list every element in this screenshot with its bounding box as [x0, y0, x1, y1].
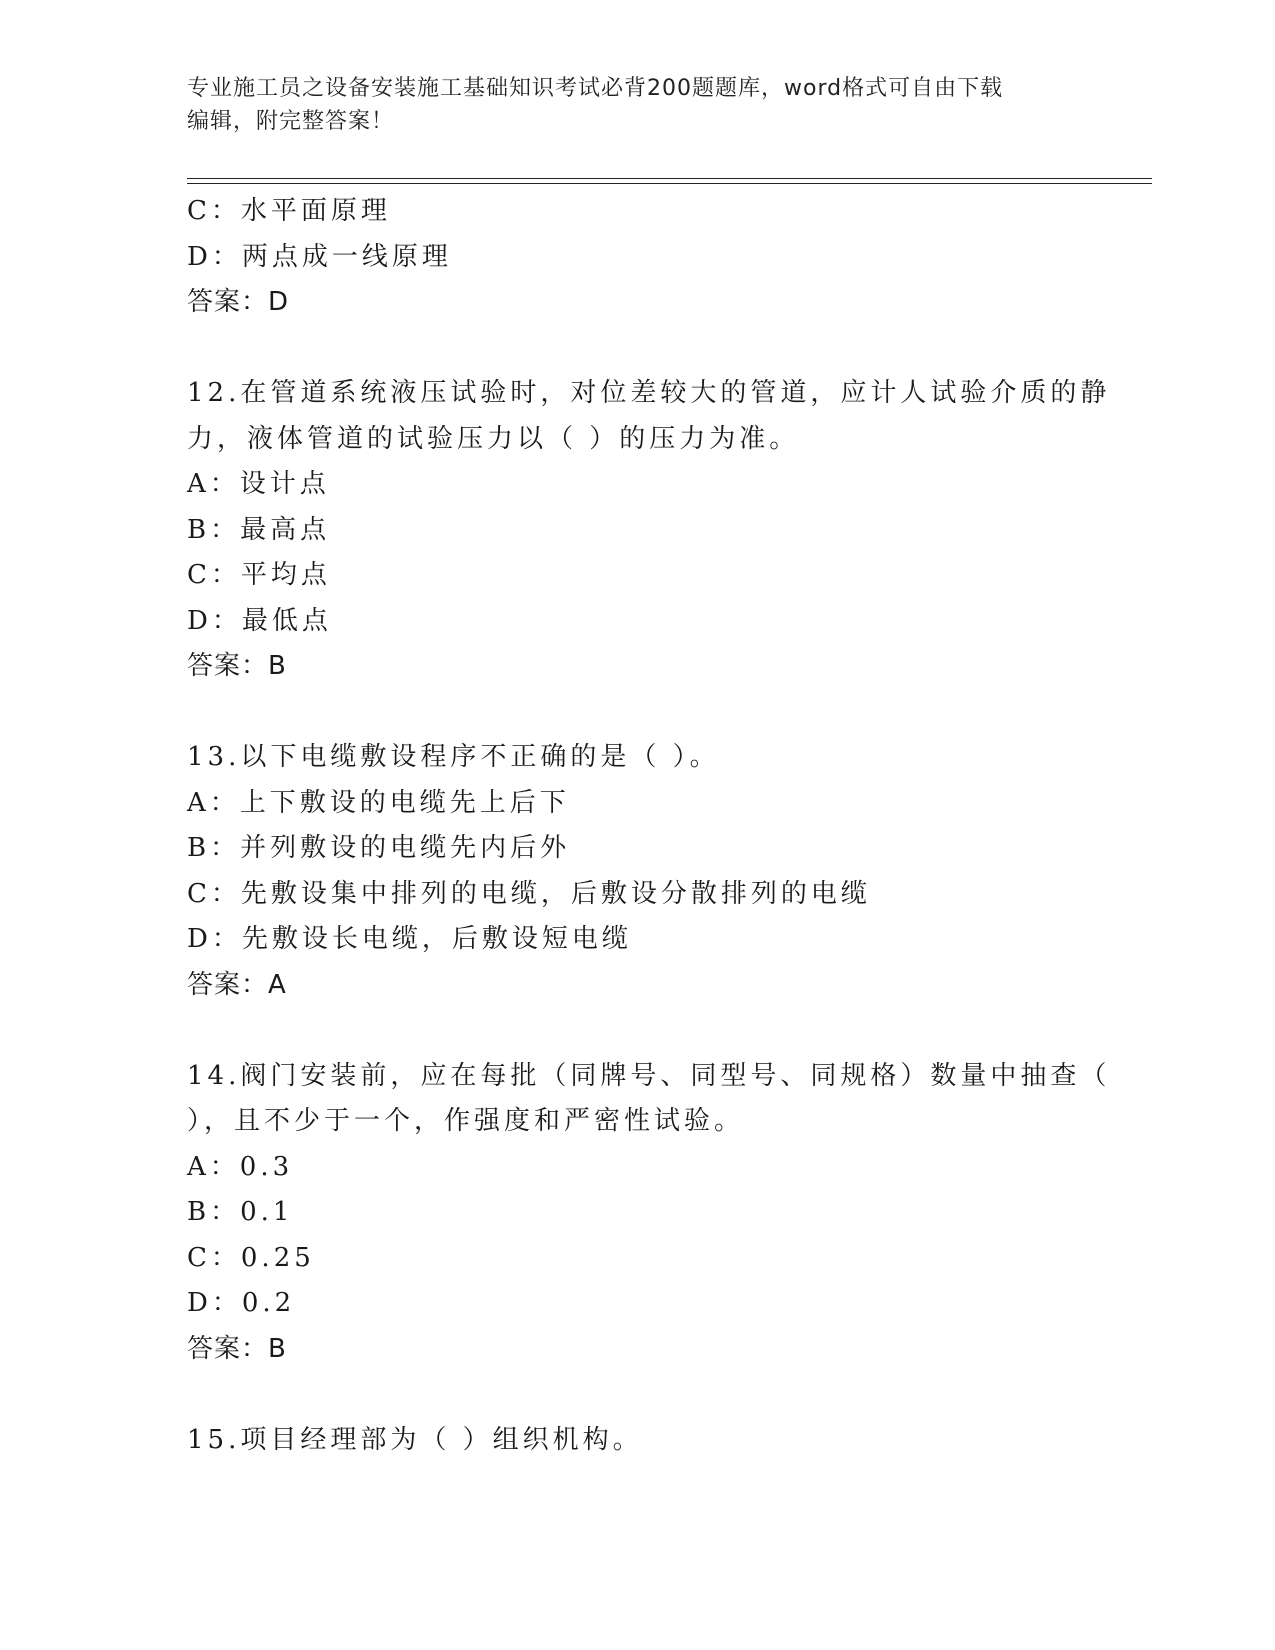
- spacer: [187, 1008, 1087, 1054]
- question-stem: 14.阀门安装前，应在每批（同牌号、同型号、同规格）数量中抽查（: [187, 1060, 1111, 1091]
- question-stem: 15.项目经理部为（ ）组织机构。: [187, 1424, 643, 1455]
- question-14: [187, 1054, 1111, 1373]
- document-header: [187, 72, 1067, 138]
- question-13: [187, 735, 1087, 1008]
- question-stem-continued: 力，液体管道的试验压力以（ ）的压力为准。: [187, 423, 800, 454]
- option-a: A：0.3: [187, 1151, 294, 1182]
- question-stem-continued: ），且不少于一个，作强度和严密性试验。: [187, 1106, 745, 1136]
- question-15: [187, 1418, 1087, 1464]
- spacer: [187, 326, 1087, 372]
- header-rule-top: [187, 178, 1152, 179]
- spacer: [187, 690, 1087, 736]
- option-c: C：先敷设集中排列的电缆，后敷设分散排列的电缆: [187, 878, 871, 909]
- option-d: D：最低点: [187, 605, 332, 636]
- option-b: B：0.1: [187, 1197, 294, 1227]
- option-b: B：最高点: [187, 514, 331, 545]
- question-stem: 13.以下电缆敷设程序不正确的是（ ）。: [187, 742, 720, 772]
- option-d: D：先敷设长电缆，后敷设短电缆: [187, 924, 632, 954]
- question-list: [187, 189, 1111, 1463]
- option-b: B：并列敷设的电缆先内后外: [187, 833, 571, 863]
- option-d: D：两点成一线原理: [187, 241, 452, 272]
- option-c: C：0.25: [187, 1242, 315, 1273]
- answer: 答案：B: [187, 1333, 287, 1364]
- header-line-2: 编辑，附完整答案！: [187, 109, 395, 134]
- answer: 答案：B: [187, 651, 287, 681]
- question-11: [187, 189, 1087, 326]
- option-d: D：0.2: [187, 1288, 296, 1318]
- option-a: A：设计点: [187, 469, 330, 499]
- question-stem: 12.在管道系统液压试验时，对位差较大的管道，应计人试验介质的静: [187, 378, 1111, 408]
- option-c: C：平均点: [187, 560, 331, 590]
- header-line-1: 专业施工员之设备安装施工基础知识考试必背200题题库，word格式可自由下载: [187, 76, 1004, 101]
- spacer: [187, 1372, 1087, 1418]
- header-rule-bottom: [187, 183, 1152, 184]
- answer: 答案：D: [187, 287, 290, 317]
- question-12: [187, 371, 1111, 690]
- option-c: C：水平面原理: [187, 196, 391, 226]
- option-a: A：上下敷设的电缆先上后下: [187, 787, 570, 818]
- answer: 答案：A: [187, 969, 287, 1000]
